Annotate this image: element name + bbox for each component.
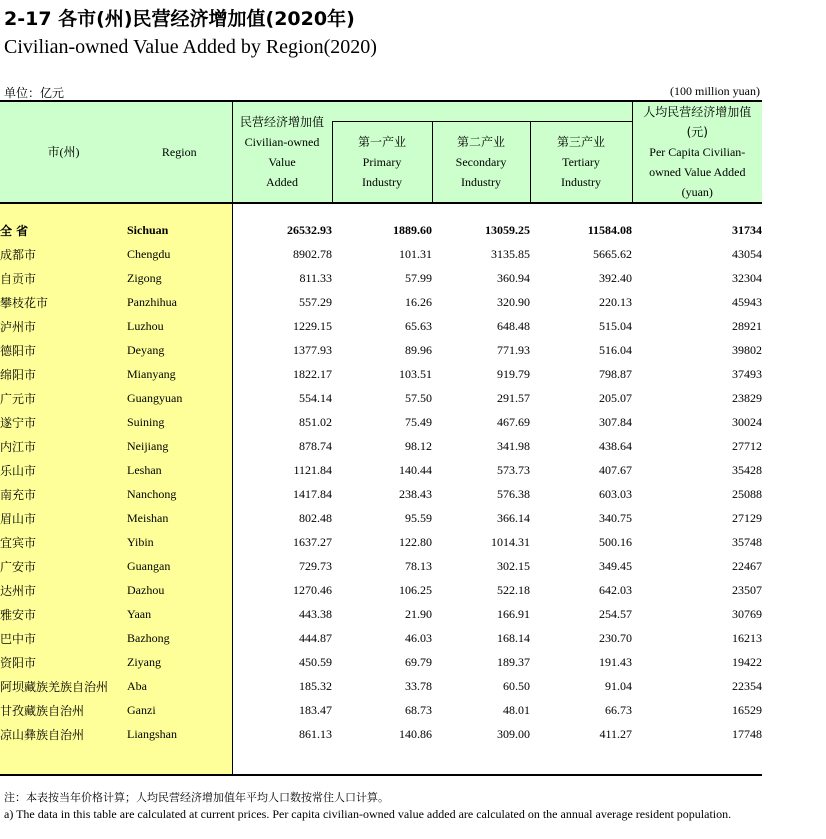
page-title-cn: 2-17 各市(州)民营经济增加值(2020年) (4, 8, 355, 30)
cell-tertiary: 392.40 (599, 270, 633, 285)
cell-region-en: Guangan (127, 554, 232, 578)
cell-per-capita: 45943 (732, 294, 763, 309)
page-title-en: Civilian-owned Value Added by Region(2020) (4, 36, 377, 58)
cell-tertiary: 91.04 (605, 678, 633, 693)
cell-per-capita: 32304 (732, 270, 763, 285)
table-header (0, 101, 762, 203)
header-city-cn: 市(州) (0, 101, 127, 203)
header-tertiary-en-2: Industry (561, 174, 602, 189)
cell-tertiary: 438.64 (599, 438, 633, 453)
cell-tertiary: 411.27 (599, 726, 633, 741)
cell-primary: 1889.60 (393, 222, 432, 237)
cell-tertiary: 191.43 (599, 654, 633, 669)
cell-city-cn: 阿坝藏族羌族自治州 (0, 674, 127, 698)
cell-primary: 75.49 (405, 414, 432, 429)
cell-value-added: 878.74 (232, 434, 332, 458)
cell-secondary: 48.01 (503, 702, 530, 717)
table-body (0, 203, 762, 775)
cell-primary: 103.51 (399, 366, 432, 381)
cell-per-capita: 19422 (732, 654, 763, 669)
cell-region-en: Panzhihua (127, 290, 232, 314)
cell-primary: 140.44 (399, 462, 432, 477)
cell-primary: 69.79 (405, 654, 432, 669)
table-row (0, 578, 762, 602)
cell-city-cn: 全 省 (0, 218, 127, 242)
cell-value-added: 811.33 (232, 266, 332, 290)
cell-primary: 65.63 (405, 318, 432, 333)
header-primary (332, 121, 432, 203)
cell-city-cn: 遂宁市 (0, 410, 127, 434)
cell-region-en: Liangshan (127, 722, 232, 746)
table-row (0, 602, 762, 626)
cell-city-cn: 德阳市 (0, 338, 127, 362)
spacer-cell (232, 203, 332, 218)
cell-per-capita: 28921 (732, 318, 763, 333)
cell-region-en: Dazhou (127, 578, 232, 602)
cell-city-cn: 甘孜藏族自治州 (0, 698, 127, 722)
cell-city-cn: 眉山市 (0, 506, 127, 530)
header-per-capita-en-2: owned Value Added (649, 165, 746, 179)
table-row (0, 650, 762, 674)
cell-per-capita: 22467 (732, 558, 763, 573)
cell-city-cn: 泸州市 (0, 314, 127, 338)
header-secondary-cn: 第二产业 (456, 134, 505, 149)
cell-value-added: 185.32 (232, 674, 332, 698)
table-row (0, 338, 762, 362)
cell-per-capita: 31734 (732, 222, 763, 237)
table-row (0, 554, 762, 578)
cell-city-cn: 广元市 (0, 386, 127, 410)
cell-value-added: 802.48 (232, 506, 332, 530)
cell-value-added: 1229.15 (232, 314, 332, 338)
cell-value-added: 1270.46 (232, 578, 332, 602)
table-row (0, 362, 762, 386)
cell-city-cn: 雅安市 (0, 602, 127, 626)
cell-per-capita: 25088 (732, 486, 763, 501)
cell-value-added: 851.02 (232, 410, 332, 434)
cell-city-cn: 凉山彝族自治州 (0, 722, 127, 746)
cell-region-en: Zigong (127, 266, 232, 290)
cell-secondary: 189.37 (497, 654, 530, 669)
cell-value-added: 26532.93 (232, 218, 332, 242)
cell-city-cn: 南充市 (0, 482, 127, 506)
header-value-added-en-1: Civilian-owned (244, 135, 320, 149)
table-end-row (0, 746, 762, 775)
header-secondary (432, 121, 530, 203)
header-per-capita-en-1: Per Capita Civilian- (649, 145, 746, 159)
cell-primary: 57.99 (405, 270, 432, 285)
cell-per-capita: 23829 (732, 390, 763, 405)
cell-value-added: 450.59 (232, 650, 332, 674)
spacer-cell-yellow (0, 203, 232, 218)
cell-primary: 16.26 (405, 294, 432, 309)
end-cell (632, 746, 762, 775)
cell-tertiary: 66.73 (605, 702, 633, 717)
cell-city-cn: 成都市 (0, 242, 127, 266)
header-primary-cn: 第一产业 (357, 134, 406, 149)
header-primary-en-1: Primary (362, 154, 402, 169)
cell-per-capita: 30769 (732, 606, 763, 621)
cell-secondary: 919.79 (497, 366, 530, 381)
cell-secondary: 302.15 (497, 558, 530, 573)
table-row (0, 410, 762, 434)
cell-region-en: Ganzi (127, 698, 232, 722)
cell-primary: 140.86 (399, 726, 432, 741)
header-per-capita (632, 101, 762, 203)
cell-value-added: 1417.84 (232, 482, 332, 506)
header-per-capita-unit-cn: (元) (686, 125, 708, 139)
cell-per-capita: 43054 (732, 246, 763, 261)
cell-city-cn: 攀枝花市 (0, 290, 127, 314)
header-value-added-cn: 民营经济增加值 (239, 115, 324, 129)
table-row (0, 530, 762, 554)
header-tertiary-cn: 第三产业 (557, 134, 606, 149)
cell-value-added: 183.47 (232, 698, 332, 722)
cell-region-en: Sichuan (127, 218, 232, 242)
cell-value-added: 554.14 (232, 386, 332, 410)
cell-secondary: 166.91 (497, 606, 530, 621)
end-cell (432, 746, 530, 775)
table-row (0, 722, 762, 746)
cell-value-added: 1822.17 (232, 362, 332, 386)
cell-primary: 78.13 (405, 558, 432, 573)
cell-tertiary: 307.84 (599, 414, 633, 429)
table-row (0, 458, 762, 482)
cell-region-en: Suining (127, 410, 232, 434)
cell-region-en: Chengdu (127, 242, 232, 266)
table-row (0, 266, 762, 290)
end-cell (332, 746, 432, 775)
header-tertiary (530, 121, 632, 203)
cell-region-en: Ziyang (127, 650, 232, 674)
cell-value-added: 8902.78 (232, 242, 332, 266)
cell-tertiary: 516.04 (599, 342, 633, 357)
header-primary-en-2: Industry (362, 174, 402, 189)
header-value-added-en-3: Added (266, 175, 298, 189)
cell-secondary: 13059.25 (485, 222, 530, 237)
cell-value-added: 1377.93 (232, 338, 332, 362)
cell-tertiary: 5665.62 (593, 246, 633, 261)
cell-city-cn: 自贡市 (0, 266, 127, 290)
cell-per-capita: 23507 (732, 582, 763, 597)
cell-value-added: 1121.84 (232, 458, 332, 482)
cell-tertiary: 603.03 (599, 486, 633, 501)
cell-tertiary: 254.57 (599, 606, 633, 621)
cell-primary: 238.43 (399, 486, 432, 501)
cell-tertiary: 205.07 (599, 390, 633, 405)
cell-region-en: Deyang (127, 338, 232, 362)
cell-primary: 21.90 (405, 606, 432, 621)
cell-per-capita: 35428 (732, 462, 763, 477)
footnote-en: a) The data in this table are calculated at current prices. Per capita civilian-owned value added are calculated on the annual average resident population. (4, 807, 732, 821)
cell-region-en: Neijiang (127, 434, 232, 458)
header-per-capita-en-3: (yuan) (681, 185, 713, 199)
cell-tertiary: 798.87 (599, 366, 633, 381)
end-cell (0, 746, 127, 775)
table-row (0, 506, 762, 530)
table-row (0, 290, 762, 314)
header-secondary-en-1: Secondary (455, 154, 507, 169)
cell-region-en: Bazhong (127, 626, 232, 650)
spacer-cell (432, 203, 530, 218)
header-value-added-en-2: Value (268, 155, 296, 169)
cell-secondary: 341.98 (497, 438, 530, 453)
header-tertiary-en-1: Tertiary (562, 154, 600, 169)
cell-city-cn: 达州市 (0, 578, 127, 602)
cell-region-en: Aba (127, 674, 232, 698)
table-row-total (0, 218, 762, 242)
cell-region-en: Leshan (127, 458, 232, 482)
cell-secondary: 60.50 (503, 678, 530, 693)
cell-secondary: 648.48 (497, 318, 530, 333)
cell-primary: 68.73 (405, 702, 432, 717)
table-row (0, 482, 762, 506)
cell-region-en: Yibin (127, 530, 232, 554)
cell-primary: 57.50 (405, 390, 432, 405)
cell-secondary: 320.90 (497, 294, 530, 309)
unit-label-cn: 单位：亿元 (4, 86, 65, 100)
cell-per-capita: 30024 (732, 414, 763, 429)
cell-secondary: 168.14 (497, 630, 530, 645)
cell-city-cn: 广安市 (0, 554, 127, 578)
cell-value-added: 1637.27 (232, 530, 332, 554)
cell-region-en: Guangyuan (127, 386, 232, 410)
cell-secondary: 573.73 (497, 462, 530, 477)
header-value-added (232, 101, 332, 203)
cell-primary: 46.03 (405, 630, 432, 645)
cell-secondary: 309.00 (497, 726, 530, 741)
cell-region-en: Nanchong (127, 482, 232, 506)
unit-label-en: (100 million yuan) (670, 84, 760, 98)
end-cell (530, 746, 632, 775)
cell-region-en: Mianyang (127, 362, 232, 386)
cell-value-added: 443.38 (232, 602, 332, 626)
cell-value-added: 444.87 (232, 626, 332, 650)
cell-secondary: 360.94 (497, 270, 530, 285)
cell-region-en: Luzhou (127, 314, 232, 338)
cell-city-cn: 宜宾市 (0, 530, 127, 554)
header-industry-group (332, 101, 632, 121)
cell-primary: 95.59 (405, 510, 432, 525)
end-cell (127, 746, 232, 775)
cell-primary: 98.12 (405, 438, 432, 453)
cell-city-cn: 资阳市 (0, 650, 127, 674)
header-secondary-en-2: Industry (461, 174, 501, 189)
spacer-cell (332, 203, 432, 218)
cell-per-capita: 16529 (732, 702, 763, 717)
cell-tertiary: 500.16 (599, 534, 633, 549)
cell-tertiary: 407.67 (599, 462, 633, 477)
cell-tertiary: 11584.08 (587, 222, 633, 237)
cell-primary: 101.31 (399, 246, 432, 261)
cell-secondary: 366.14 (497, 510, 530, 525)
table-row (0, 434, 762, 458)
header-region-en: Region (127, 101, 232, 203)
cell-city-cn: 乐山市 (0, 458, 127, 482)
cell-per-capita: 27712 (732, 438, 763, 453)
cell-region-en: Yaan (127, 602, 232, 626)
cell-primary: 89.96 (405, 342, 432, 357)
table-row (0, 626, 762, 650)
cell-tertiary: 340.75 (599, 510, 633, 525)
cell-secondary: 1014.31 (491, 534, 530, 549)
cell-tertiary: 349.45 (599, 558, 633, 573)
cell-per-capita: 17748 (732, 726, 763, 741)
cell-city-cn: 巴中市 (0, 626, 127, 650)
cell-primary: 106.25 (399, 582, 432, 597)
cell-secondary: 576.38 (497, 486, 530, 501)
spacer-cell (632, 203, 762, 218)
cell-per-capita: 37493 (732, 366, 763, 381)
cell-value-added: 861.13 (232, 722, 332, 746)
cell-value-added: 729.73 (232, 554, 332, 578)
table-row (0, 674, 762, 698)
cell-per-capita: 16213 (732, 630, 763, 645)
cell-per-capita: 39802 (732, 342, 763, 357)
cell-city-cn: 内江市 (0, 434, 127, 458)
spacer-cell (530, 203, 632, 218)
cell-secondary: 467.69 (497, 414, 530, 429)
cell-per-capita: 22354 (732, 678, 763, 693)
cell-region-en: Meishan (127, 506, 232, 530)
end-cell (232, 746, 332, 775)
cell-per-capita: 27129 (732, 510, 763, 525)
cell-value-added: 557.29 (232, 290, 332, 314)
cell-city-cn: 绵阳市 (0, 362, 127, 386)
cell-per-capita: 35748 (732, 534, 763, 549)
cell-tertiary: 220.13 (599, 294, 633, 309)
cell-secondary: 522.18 (497, 582, 530, 597)
cell-tertiary: 515.04 (599, 318, 633, 333)
cell-secondary: 291.57 (497, 390, 530, 405)
header-per-capita-cn: 人均民营经济增加值 (643, 105, 752, 119)
cell-primary: 33.78 (405, 678, 432, 693)
table-row (0, 386, 762, 410)
cell-tertiary: 230.70 (599, 630, 633, 645)
cell-secondary: 3135.85 (491, 246, 530, 261)
data-table (0, 100, 762, 776)
spacer-row (0, 203, 762, 218)
footnote-cn: 注：本表按当年价格计算；人均民营经济增加值年平均人口数按常住人口计算。 (4, 791, 389, 804)
cell-secondary: 771.93 (497, 342, 530, 357)
table-row (0, 314, 762, 338)
cell-tertiary: 642.03 (599, 582, 633, 597)
cell-primary: 122.80 (399, 534, 432, 549)
table-row (0, 242, 762, 266)
table-row (0, 698, 762, 722)
